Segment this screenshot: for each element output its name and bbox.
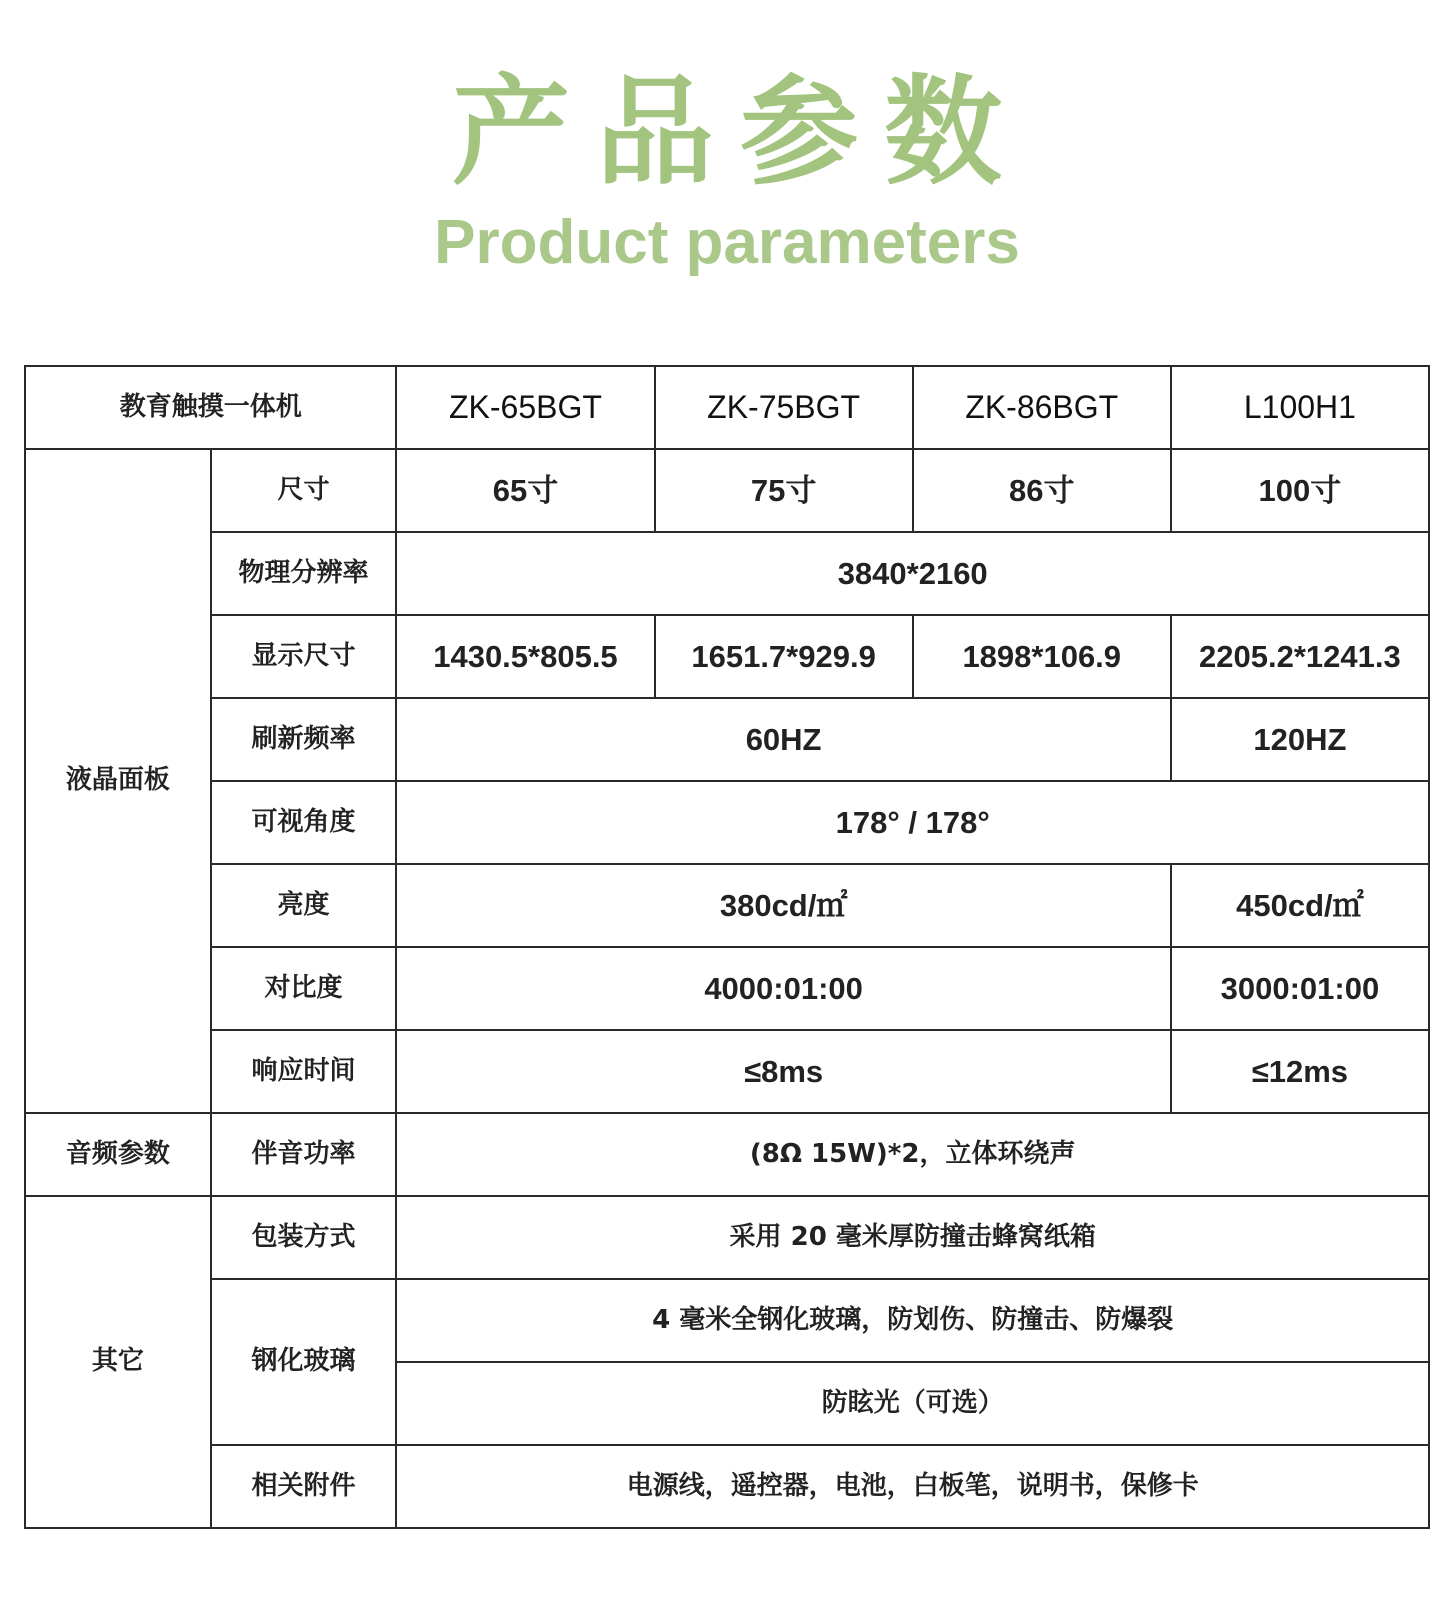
audio-power-value: (8Ω 15W)*2，立体环绕声 xyxy=(396,1113,1429,1196)
accessories-value: 电源线，遥控器，电池，白板笔，说明书，保修卡 xyxy=(396,1445,1429,1528)
contrast-label: 对比度 xyxy=(211,947,397,1030)
audio-power-row xyxy=(25,1113,1429,1196)
brightness-row xyxy=(25,864,1429,947)
display-size-zk75: 1651.7*929.9 xyxy=(655,615,913,698)
packaging-label: 包装方式 xyxy=(211,1196,397,1279)
refresh-rate-value-main: 60HZ xyxy=(396,698,1170,781)
display-size-label: 显示尺寸 xyxy=(211,615,397,698)
packaging-value: 采用 20 毫米厚防撞击蜂窝纸箱 xyxy=(396,1196,1429,1279)
page-title-en: Product parameters xyxy=(434,208,1020,277)
glass-label: 钢化玻璃 xyxy=(211,1279,397,1445)
display-size-row xyxy=(25,615,1429,698)
viewing-angle-label: 可视角度 xyxy=(211,781,397,864)
product-label-cell: 教育触摸一体机 xyxy=(25,366,396,449)
refresh-rate-label: 刷新频率 xyxy=(211,698,397,781)
brightness-value-l100: 450cd/㎡ xyxy=(1171,864,1429,947)
audio-power-label: 伴音功率 xyxy=(211,1113,397,1196)
refresh-rate-value-l100: 120HZ xyxy=(1171,698,1429,781)
display-size-zk86: 1898*106.9 xyxy=(913,615,1171,698)
size-label: 尺寸 xyxy=(211,449,397,532)
contrast-value-main: 4000:01:00 xyxy=(396,947,1170,1030)
other-group-label: 其它 xyxy=(25,1196,211,1528)
product-parameters-table xyxy=(24,365,1430,1529)
viewing-angle-value: 178° / 178° xyxy=(396,781,1429,864)
lcd-group-label: 液晶面板 xyxy=(25,449,211,1113)
viewing-angle-row xyxy=(25,781,1429,864)
response-time-label: 响应时间 xyxy=(211,1030,397,1113)
page-title-cn: 产品参数 xyxy=(451,63,1028,201)
refresh-rate-row xyxy=(25,698,1429,781)
glass-value-2: 防眩光（可选） xyxy=(396,1362,1429,1445)
glass-value-1: 4 毫米全钢化玻璃，防划伤、防撞击、防爆裂 xyxy=(396,1279,1429,1362)
model-zk86-cell: ZK-86BGT xyxy=(913,366,1171,449)
resolution-label: 物理分辨率 xyxy=(211,532,397,615)
size-row xyxy=(25,449,1429,532)
size-value-l100: 100寸 xyxy=(1171,449,1429,532)
response-time-value-main: ≤8ms xyxy=(396,1030,1170,1113)
header-row xyxy=(25,366,1429,449)
model-l100-cell: L100H1 xyxy=(1171,366,1429,449)
model-zk65-cell: ZK-65BGT xyxy=(396,366,654,449)
size-value-zk75: 75寸 xyxy=(655,449,913,532)
response-time-value-l100: ≤12ms xyxy=(1171,1030,1429,1113)
resolution-value: 3840*2160 xyxy=(396,532,1429,615)
brightness-value-main: 380cd/㎡ xyxy=(396,864,1170,947)
size-value-zk65: 65寸 xyxy=(396,449,654,532)
glass-row-1 xyxy=(25,1279,1429,1362)
response-time-row xyxy=(25,1030,1429,1113)
brightness-label: 亮度 xyxy=(211,864,397,947)
contrast-value-l100: 3000:01:00 xyxy=(1171,947,1429,1030)
resolution-row xyxy=(25,532,1429,615)
accessories-row xyxy=(25,1445,1429,1528)
accessories-label: 相关附件 xyxy=(211,1445,397,1528)
audio-group-label: 音频参数 xyxy=(25,1113,211,1196)
display-size-zk65: 1430.5*805.5 xyxy=(396,615,654,698)
packaging-row xyxy=(25,1196,1429,1279)
size-value-zk86: 86寸 xyxy=(913,449,1171,532)
contrast-row xyxy=(25,947,1429,1030)
model-zk75-cell: ZK-75BGT xyxy=(655,366,913,449)
display-size-l100: 2205.2*1241.3 xyxy=(1171,615,1429,698)
